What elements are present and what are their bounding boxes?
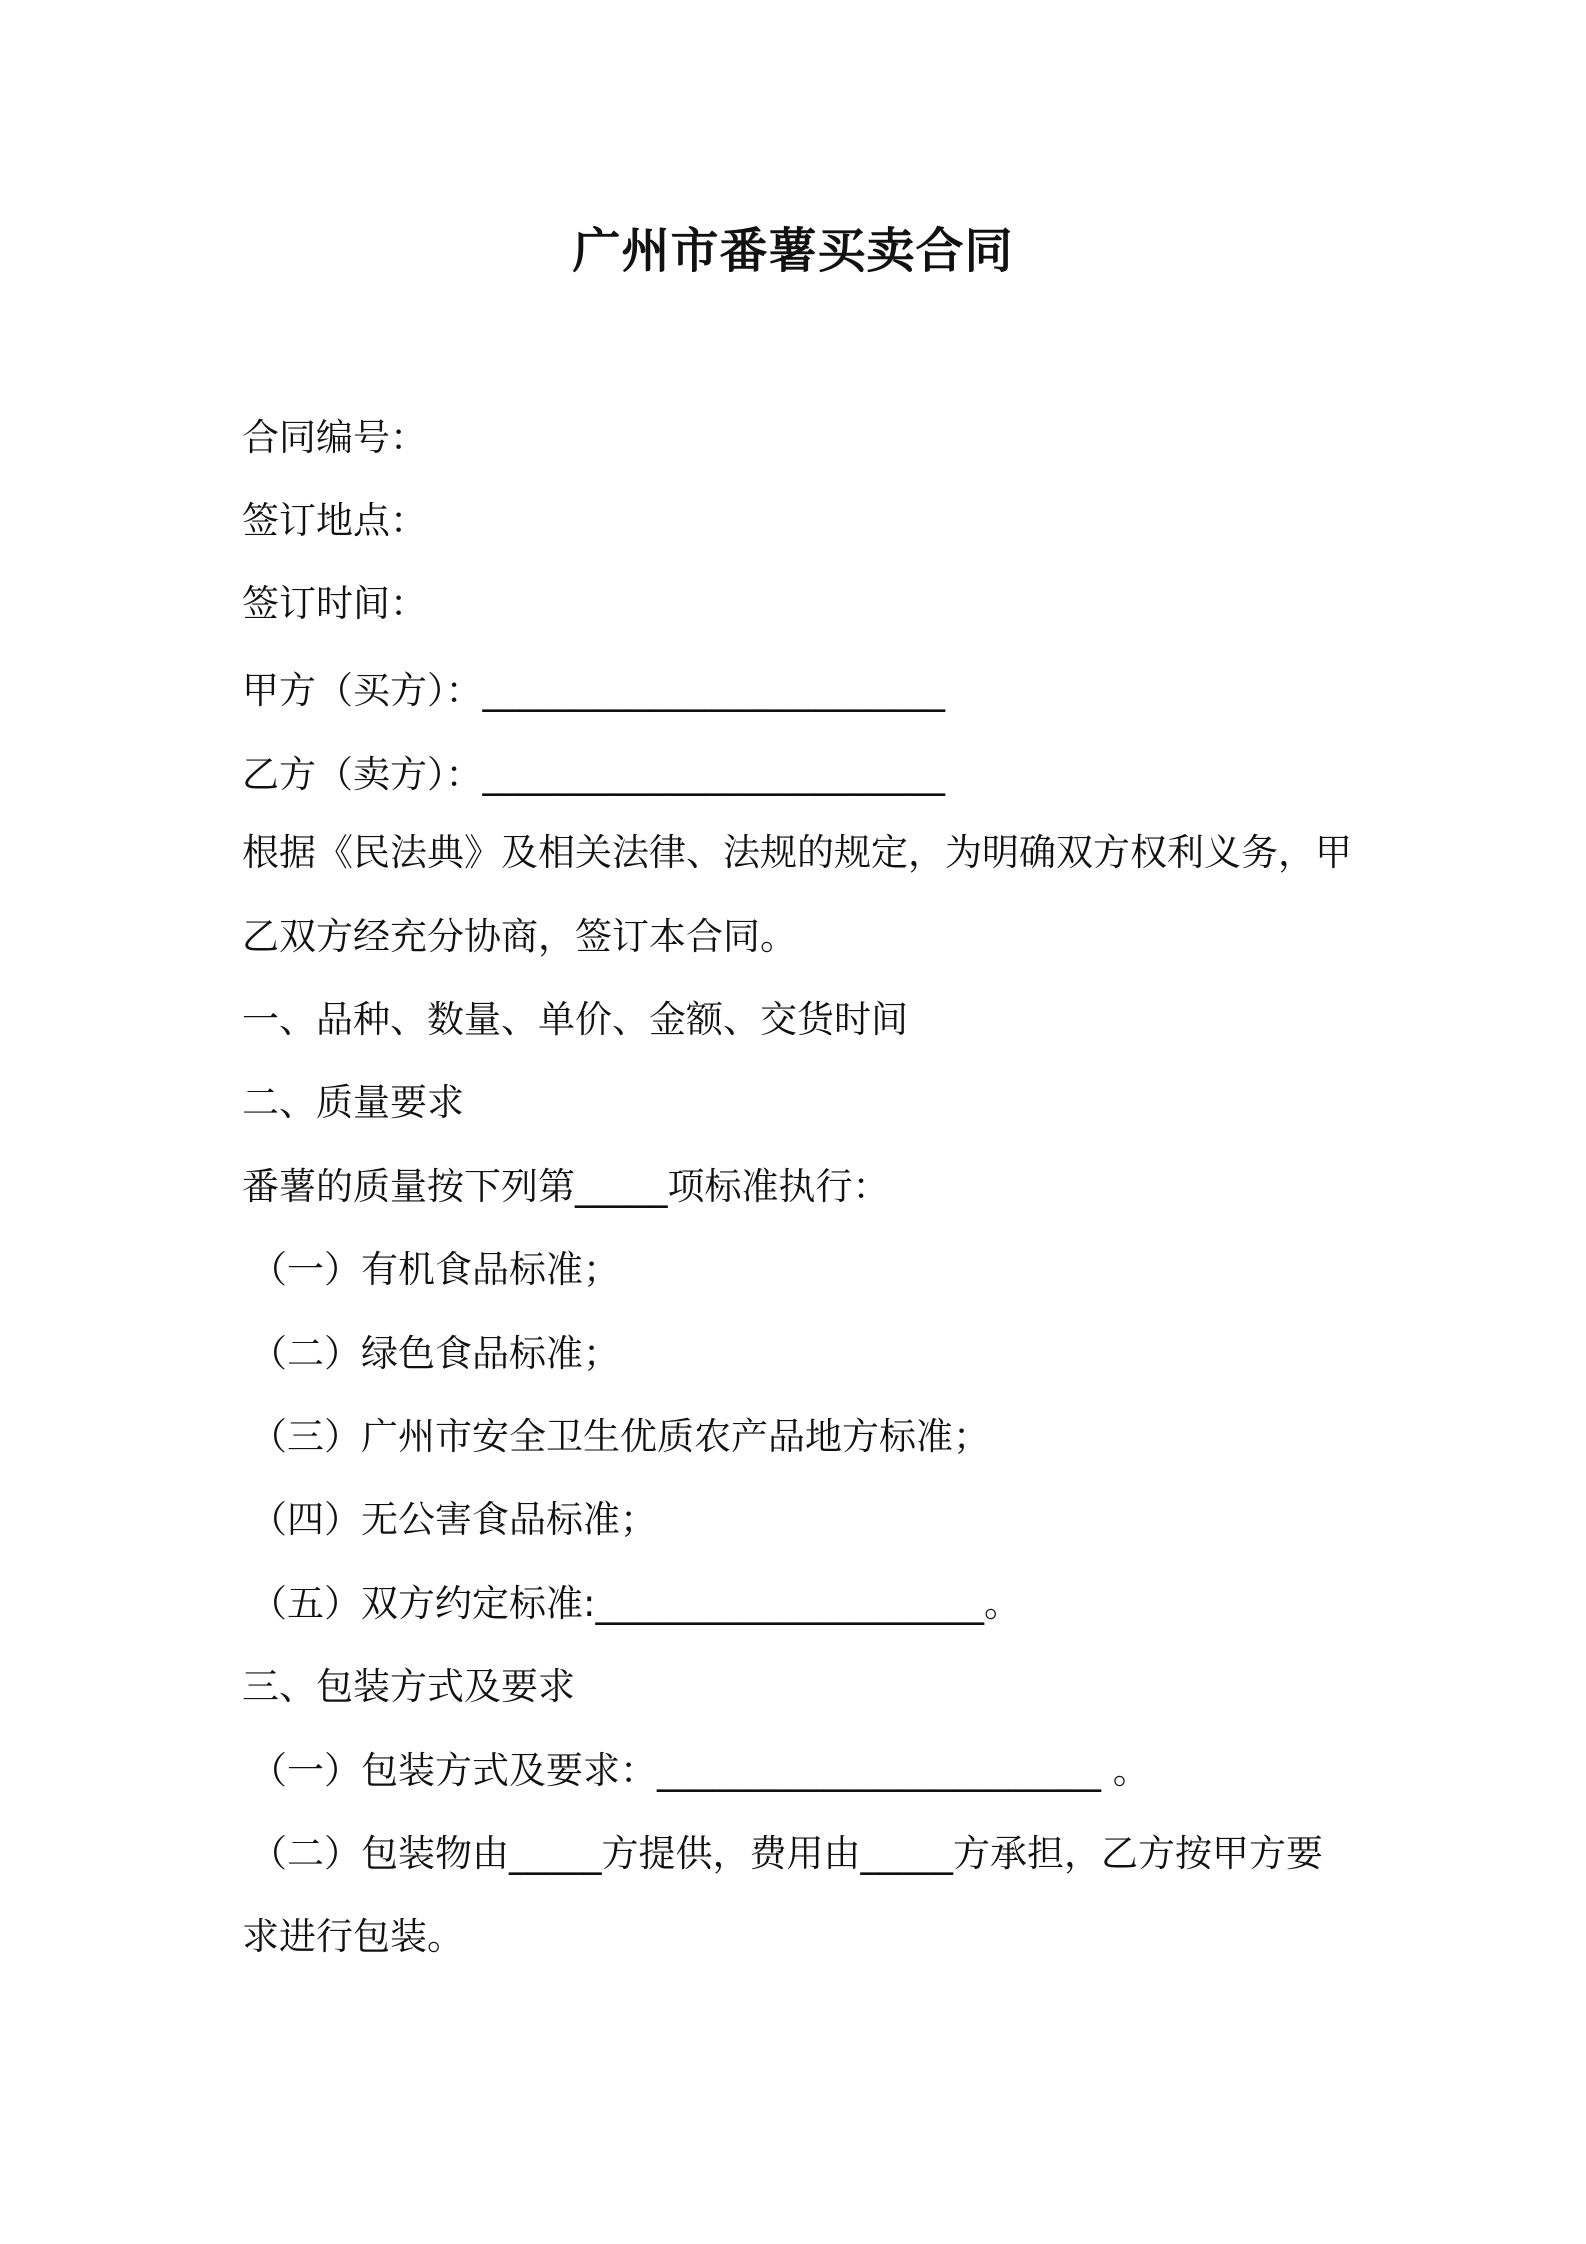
party-b-line: 乙方（卖方）：_________________________	[242, 753, 945, 796]
preamble-line-2: 乙双方经充分协商，签订本合同。	[242, 915, 797, 958]
quality-standard-line: 番薯的质量按下列第_____项标准执行：	[242, 1165, 890, 1208]
signing-place-line: 签订地点：	[242, 499, 427, 542]
quality-item-5: （五）双方约定标准:_____________________。	[250, 1582, 1021, 1625]
document-title: 广州市番薯买卖合同	[572, 223, 1014, 279]
preamble-line-1: 根据《民法典》及相关法律、法规的规定，为明确双方权利义务，甲	[242, 831, 1352, 874]
quality-item-4: （四）无公害食品标准；	[250, 1498, 657, 1541]
packaging-item-1: （一）包装方式及要求：________________________ 。	[250, 1749, 1150, 1792]
packaging-item-2-line-1: （二）包装物由_____方提供，费用由_____方承担，乙方按甲方要	[250, 1832, 1323, 1875]
packaging-item-2-line-2: 求进行包装。	[242, 1915, 464, 1958]
party-a-line: 甲方（买方）：_________________________	[242, 669, 945, 712]
quality-item-1: （一）有机食品标准；	[250, 1248, 620, 1291]
section-2-heading: 二、质量要求	[242, 1081, 464, 1124]
section-3-heading: 三、包装方式及要求	[242, 1665, 575, 1708]
quality-item-3: （三）广州市安全卫生优质农产品地方标准；	[250, 1415, 990, 1458]
quality-item-2: （二）绿色食品标准；	[250, 1332, 620, 1375]
contract-number-line: 合同编号：	[242, 416, 427, 459]
signing-time-line: 签订时间：	[242, 582, 427, 625]
section-1-heading: 一、品种、数量、单价、金额、交货时间	[242, 998, 908, 1041]
